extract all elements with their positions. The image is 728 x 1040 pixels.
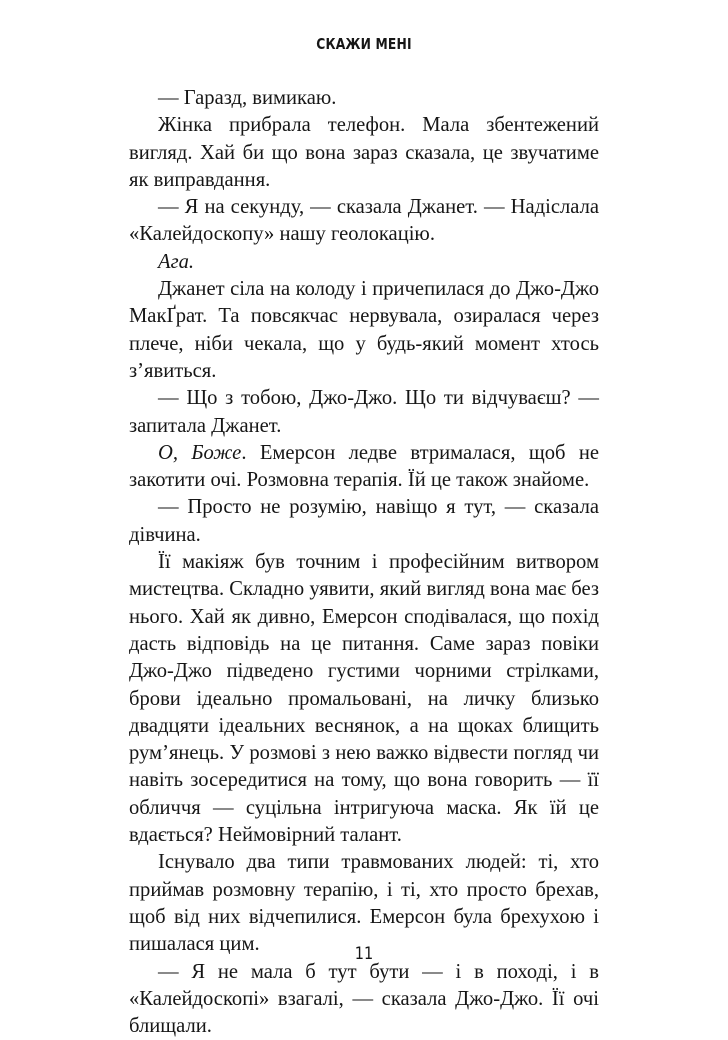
paragraph-text: — Я на секунду, — сказала Джанет. — Надіслала «Калейдоскопу» нашу геолокацію. xyxy=(129,196,599,245)
paragraph-9 xyxy=(129,549,599,849)
paragraph-2 xyxy=(129,112,599,194)
paragraph-4 xyxy=(129,249,599,276)
paragraph-3 xyxy=(129,194,599,249)
paragraph-text: Існувало два типи травмованих людей: ті, хто приймав розмовну терапію, і ті, хто просто брехав, щоб від них відчепилися. Емерсон була брехухою і пишалася цим. xyxy=(129,851,599,955)
paragraph-text: — Гаразд, вимикаю. xyxy=(158,87,336,109)
paragraph-text: Джанет сіла на колоду і причепилася до Джо-Джо МакҐрат. Та повсякчас нервувала, озиралася через плече, ніби чекала, що у будь-який момент хтось з’явиться. xyxy=(129,278,599,382)
italic-phrase: О, Боже xyxy=(158,442,241,464)
italic-phrase: Ага. xyxy=(158,251,194,273)
paragraph-text: . Емерсон ледве втрималася, щоб не закотити очі. Розмовна терапія. Їй це також знайоме. xyxy=(129,442,599,491)
paragraph-8 xyxy=(129,494,599,549)
paragraph-text: Жінка прибрала телефон. Мала збентежений вигляд. Хай би що вона зараз сказала, це звучатиме як виправдання. xyxy=(129,114,599,191)
running-head: СКАЖИ МЕНІ xyxy=(66,35,663,53)
paragraph-text: — Просто не розумію, навіщо я тут, — сказала дівчина. xyxy=(129,496,599,545)
page-number: 11 xyxy=(55,944,674,964)
paragraph-1 xyxy=(129,85,599,112)
paragraph-11 xyxy=(129,959,599,1040)
paragraph-5 xyxy=(129,276,599,385)
paragraph-text: — Що з тобою, Джо-Джо. Що ти відчуваєш? — запитала Джанет. xyxy=(129,387,599,436)
paragraph-6 xyxy=(129,385,599,440)
paragraph-text: — Я не мала б тут бути — і в поході, і в «Калейдоскопі» взагалі, — сказала Джо-Джо. Її очі блищали. xyxy=(129,961,599,1038)
paragraph-10 xyxy=(129,849,599,958)
paragraph-7 xyxy=(129,440,599,495)
body-text xyxy=(129,85,599,1040)
paragraph-text: Її макіяж був точним і професійним витвором мистецтва. Складно уявити, який вигляд вона має без нього. Хай як дивно, Емерсон сподівалася, що похід дасть відповідь на це питання. Саме зараз повіки Джо-Джо підведено густими чорними стрілками, брови ідеально промальовані, на личку близько двадцяти ідеальних веснянок, а на щоках блищить рум’янець. У розмові з нею важко відвести погляд чи навіть зосередитися на тому, що вона говорить — її обличчя — суцільна інтригуюча маска. Як їй це вдається? Неймовірний талант. xyxy=(129,551,599,846)
